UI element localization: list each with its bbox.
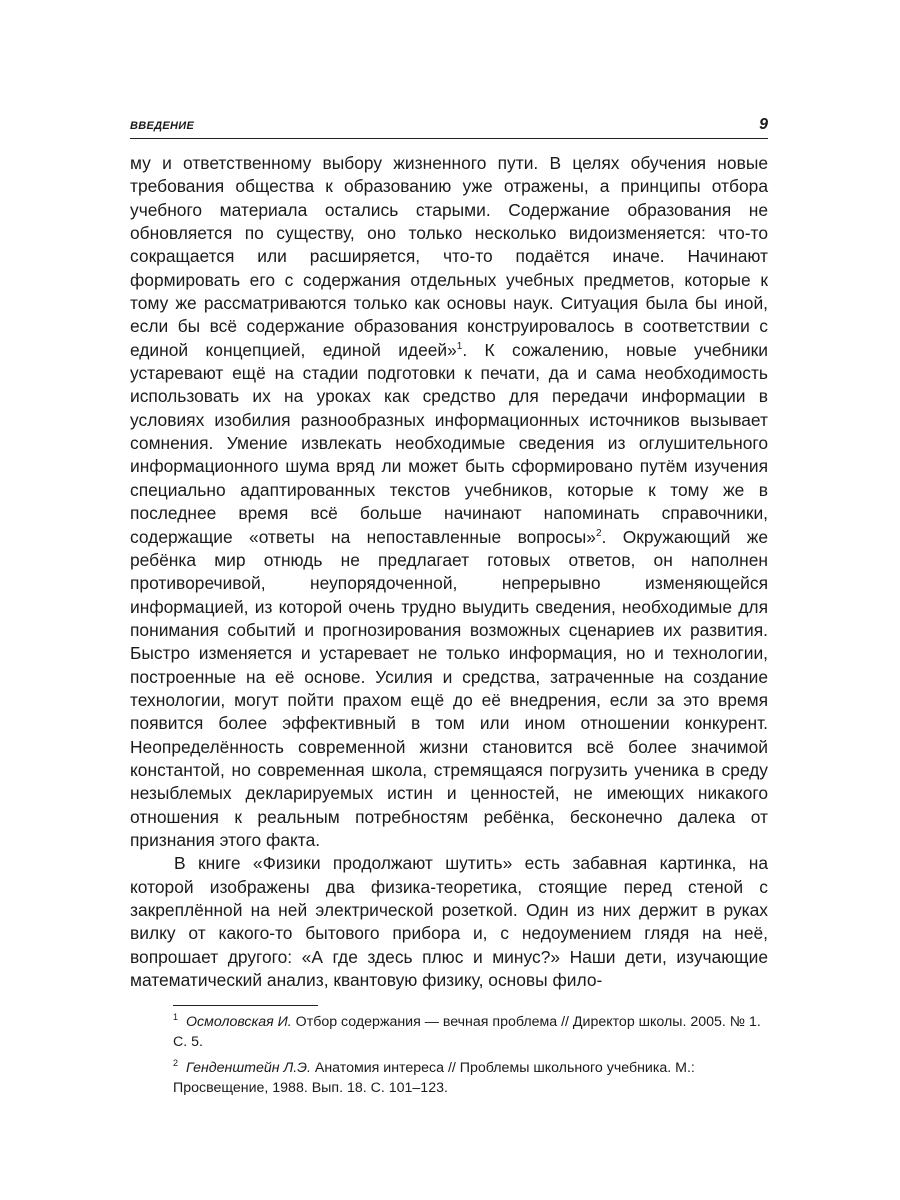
- footnote-divider: [173, 1005, 318, 1006]
- paragraph-1: [130, 152, 768, 852]
- paragraph-2: В книге «Физики продолжают шутить» есть забавная картинка, на которой изображены два физика-теоретика, стоящие перед стеной с закреплённой на ней электрической розеткой. Один из них держит в руках вилку от какого-то бытового прибора и, с недоумением глядя на неё, вопрошает другого: «А где здесь плюс и минус?» Наши дети, изучающие математический анализ, квантовую физику, основы фило-: [130, 853, 768, 991]
- paragraph-1-text-a: му и ответственному выбору жизненного пути. В целях обучения новые требования общества к образованию уже отражены, а принципы отбора учебного материала остались старыми. Содержание образования не обновляется по существу, оно только несколько видоизменяется: что-то сокращается или расширяется, что-то подаётся иначе. Начинают формировать его с содержания отдельных учебных предметов, которые к тому же рассматриваются только как основы наук. Ситуация была бы иной, если бы всё содержание образования конструировалось в соответствии с единой концепцией, единой идеей»: [130, 153, 768, 360]
- footnote-1-author: Осмоловская И.: [186, 1014, 292, 1030]
- footnote-2-author: Генденштейн Л.Э.: [186, 1060, 311, 1076]
- paragraph-1-text-b: . К сожалению, новые учебники устаревают ещё на стадии подготовки к печати, да и сама необходимость использовать их на уроках как средство для передачи информации в условиях изобилия разнообразных информационных источников вызывает сомнения. Умение извлекать необходимые сведения из оглушительного информационного шума вряд ли может быть сформировано путём изучения специально адаптированных текстов учебников, которые к тому же в последнее время всё больше начинают напоминать справочники, содержащие «ответы на непоставленные вопросы»: [130, 339, 768, 547]
- page-header: [130, 116, 768, 139]
- running-title: ВВЕДЕНИЕ: [130, 120, 195, 132]
- footnote-2: [173, 1058, 771, 1098]
- footnote-1: [173, 1012, 771, 1052]
- footnote-ref-1: 1: [456, 340, 463, 352]
- paragraph-1-text-c: . Окружающий же ребёнка мир отнюдь не предлагает готовых ответов, он наполнен противоречивой, неупорядоченной, непрерывно изменяющейся информацией, из которой очень трудно выудить сведения, необходимые для понимания событий и прогнозирования возможных сценариев их развития. Быстро изменяется и устаревает не только информация, но и технологии, построенные на её основе. Усилия и средства, затраченные на создание технологии, могут пойти прахом ещё до её внедрения, если за это время появится более эффективный в том или ином отношении конкурент. Неопределённость современной жизни становится всё более значимой константой, но современная школа, стремящаяся погрузить ученика в среду незыблемых декларируемых истин и ценностей, не имеющих никакого отношения к реальным потребностям ребёнка, бесконечно далека от признания этого факта.: [130, 526, 769, 850]
- footnote-2-text: Анатомия интереса // Проблемы школьного учебника. М.: Просвещение, 1988. Вып. 18. С. 101–123.: [173, 1060, 695, 1096]
- footnote-ref-2: 2: [595, 527, 602, 539]
- footnote-1-mark: 1: [173, 1012, 179, 1023]
- main-text: [130, 152, 768, 992]
- footnote-2-mark: 2: [173, 1058, 179, 1069]
- footnote-1-text: Отбор содержания — вечная проблема // Директор школы. 2005. № 1. С. 5.: [173, 1014, 761, 1050]
- footnotes: [173, 1012, 771, 1104]
- page-number: 9: [759, 116, 768, 133]
